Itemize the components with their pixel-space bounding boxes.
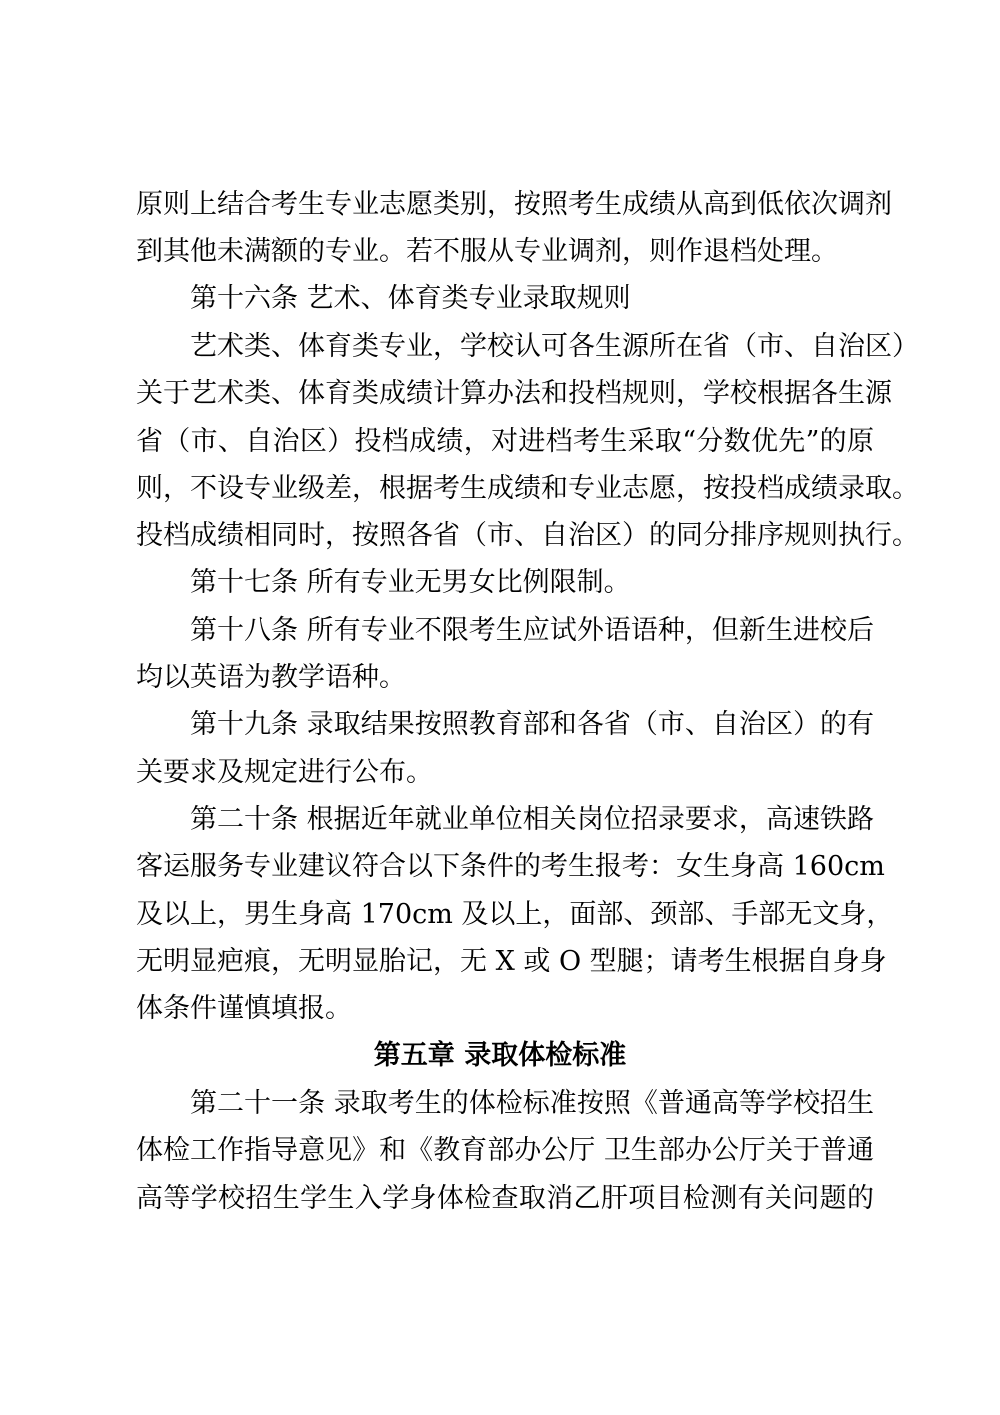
body-line: 客运服务专业建议符合以下条件的考生报考：女生身高 160cm (136, 851, 885, 882)
article-21: 第二十一条 录取考生的体检标准按照《普通高等学校招生 (190, 1088, 874, 1119)
body-line: 高等学校招生学生入学身体检查取消乙肝项目检测有关问题的 (136, 1183, 874, 1214)
body-line: 无明显疤痕，无明显胎记，无 X 或 O 型腿；请考生根据自身身 (136, 946, 887, 977)
article-19: 第十九条 录取结果按照教育部和各省（市、自治区）的有 (190, 709, 874, 740)
body-line: 关要求及规定进行公布。 (136, 757, 433, 788)
body-line: 原则上结合考生专业志愿类别，按照考生成绩从高到低依次调剂 (136, 189, 892, 220)
body-line: 到其他未满额的专业。若不服从专业调剂，则作退档处理。 (136, 236, 838, 267)
body-line: 体条件谨慎填报。 (136, 993, 352, 1024)
article-20: 第二十条 根据近年就业单位相关岗位招录要求，高速铁路 (190, 804, 874, 835)
body-line: 省（市、自治区）投档成绩，对进档考生采取“分数优先”的原 (136, 426, 874, 457)
article-heading-16: 第十六条 艺术、体育类专业录取规则 (190, 283, 631, 314)
body-line: 艺术类、体育类专业，学校认可各生源所在省（市、自治区） (190, 331, 919, 362)
body-line: 及以上，男生身高 170cm 及以上，面部、颈部、手部无文身， (136, 899, 894, 930)
body-line: 均以英语为教学语种。 (136, 662, 406, 693)
article-18: 第十八条 所有专业不限考生应试外语语种，但新生进校后 (190, 615, 874, 646)
article-17: 第十七条 所有专业无男女比例限制。 (190, 567, 631, 598)
body-line: 投档成绩相同时，按照各省（市、自治区）的同分排序规则执行。 (136, 520, 919, 551)
chapter-heading: 第五章 录取体检标准 (373, 1040, 627, 1071)
body-line: 则，不设专业级差，根据考生成绩和专业志愿，按投档成绩录取。 (136, 473, 919, 504)
body-line: 关于艺术类、体育类成绩计算办法和投档规则，学校根据各生源 (136, 378, 892, 409)
body-line: 体检工作指导意见》和《教育部办公厅 卫生部办公厅关于普通 (136, 1135, 874, 1166)
